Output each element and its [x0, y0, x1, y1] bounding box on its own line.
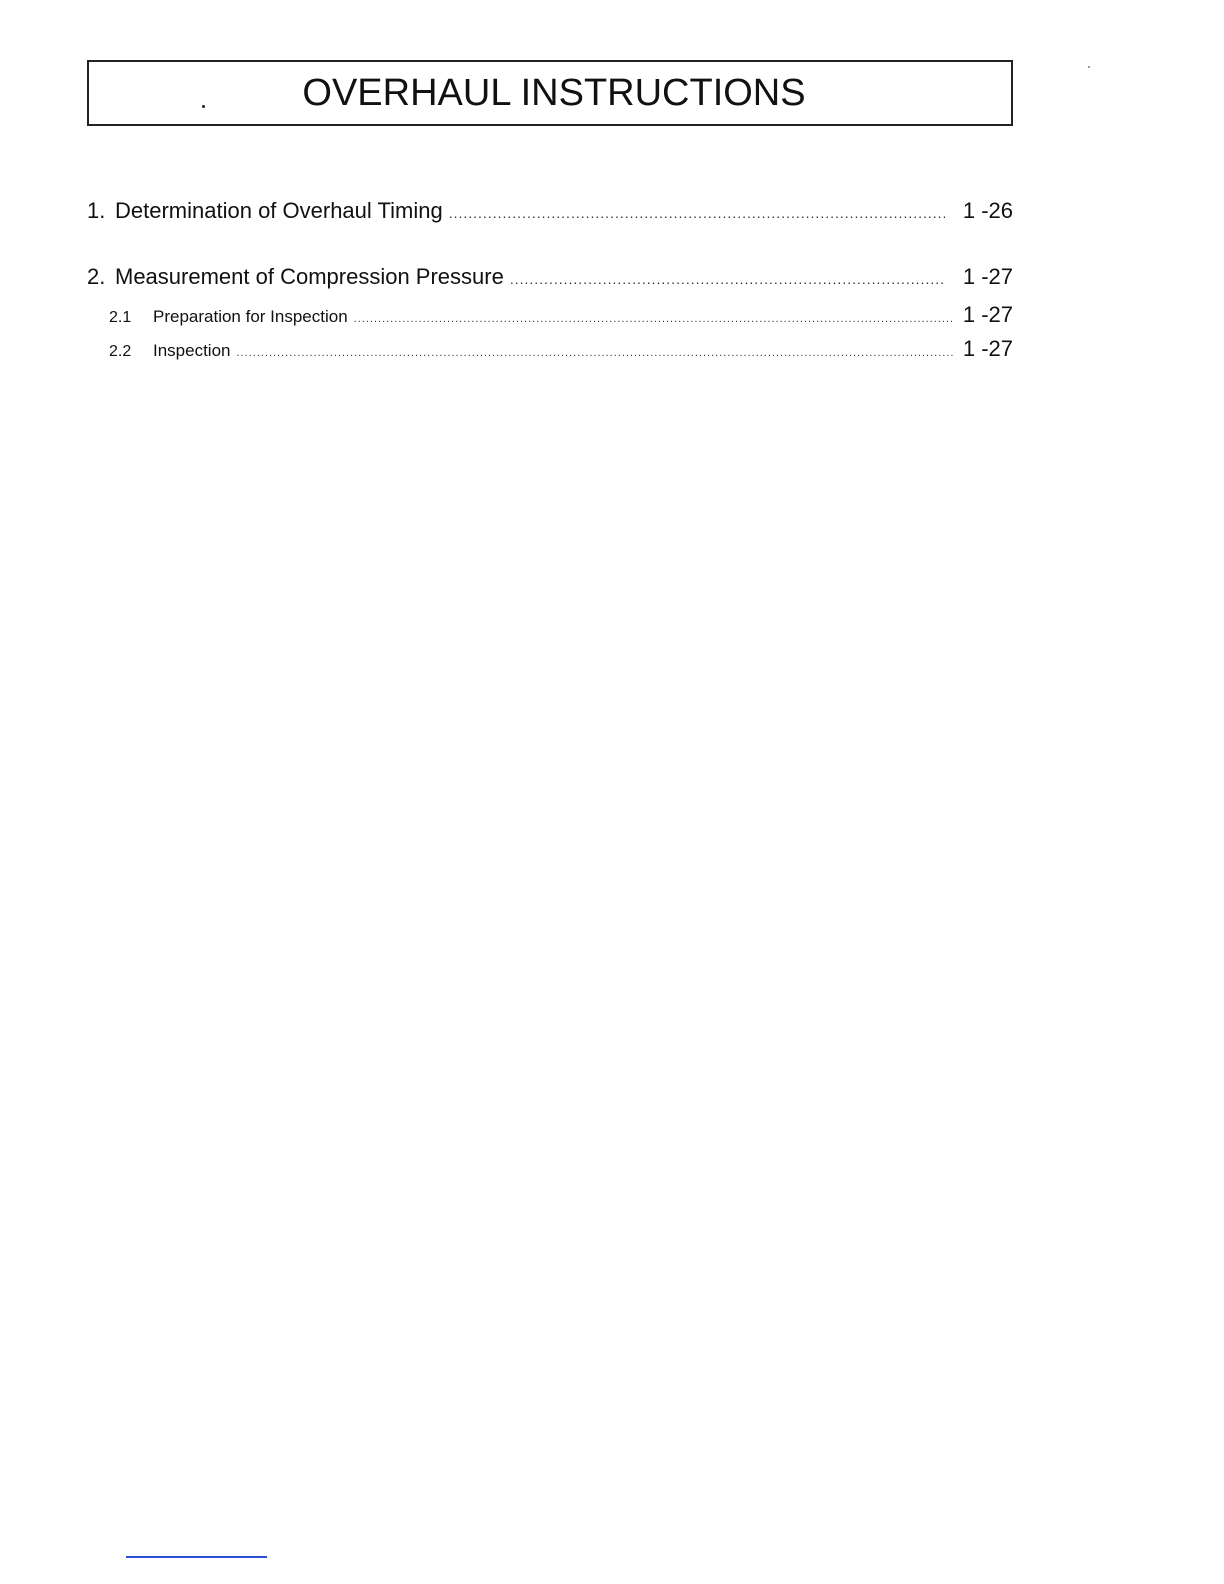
- toc-leader-dots: [449, 205, 945, 221]
- section-title-box: [87, 60, 1013, 126]
- toc-entry-label: Preparation for Inspection: [153, 307, 348, 326]
- toc-entry-page: 1 -27: [962, 264, 1013, 289]
- toc-entry-preparation[interactable]: [87, 302, 1013, 328]
- toc-entry-label: Determination of Overhaul Timing: [115, 198, 443, 223]
- toc-entry-number: 2.1: [109, 309, 132, 326]
- scan-speck: [202, 105, 205, 108]
- toc-leader-dots: [354, 313, 953, 325]
- toc-entry-page: 1 -27: [962, 336, 1013, 361]
- toc-entry-page: 1 -26: [962, 198, 1013, 223]
- toc-entry-inspection[interactable]: [87, 336, 1013, 362]
- page-title: OVERHAUL INSTRUCTIONS: [302, 72, 806, 114]
- toc-entry-label: Inspection: [153, 341, 231, 360]
- toc-leader-dots: [510, 271, 945, 287]
- toc-entry-label: Measurement of Compression Pressure: [115, 264, 504, 289]
- toc-entry-overhaul-timing[interactable]: [87, 198, 1013, 224]
- toc-entry-number: 2.2: [109, 343, 132, 360]
- toc-entry-compression-pressure[interactable]: [87, 264, 1013, 290]
- toc-entry-page: 1 -27: [962, 302, 1013, 327]
- toc-leader-dots: [237, 347, 954, 359]
- toc-entry-number: 2.: [87, 264, 106, 289]
- scan-speck: [1088, 66, 1090, 68]
- toc-entry-number: 1.: [87, 198, 106, 223]
- footer-rule: [126, 1556, 267, 1558]
